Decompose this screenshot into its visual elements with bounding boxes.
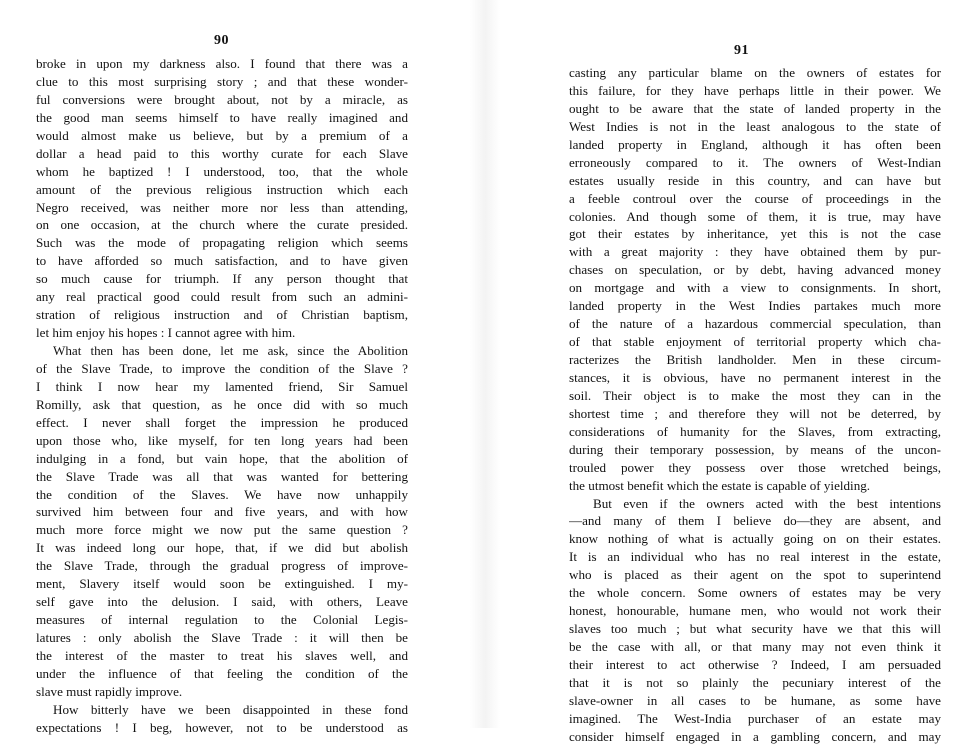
text-line: clue to this most surprising story ; and that these wonder- [36,73,408,89]
text-line: the utmost benefit which the estate is capable of yielding. [569,477,871,493]
text-line: with a great majority : they have obtained them by pur- [569,244,941,260]
text-line: measures of internal regulation to the Colonial Legis- [36,612,408,628]
text-line: stration of religious instruction and of Christian baptism, [36,307,408,323]
text-line: stances, it is obvious, have no permanent interest in the [569,369,941,385]
text-line: of that stable enjoyment of territorial property which cha- [569,334,941,350]
text-line: colonies. And though some of them, it is true, may have [569,208,941,224]
text-line: slaves too much ; but what security have we that this will [569,621,941,637]
text-line: self gave into the delusion. I said, with others, Leave [36,594,408,610]
text-line: West Indies is not in the least analogous to the state of [569,118,941,134]
text-line: It is an individual who has no real interest in the estate, [569,549,941,565]
text-line: considerations of humanity for the Slaves, from extracting, [569,423,941,439]
text-line: upon those who, like myself, for ten long years had been [36,432,408,448]
text-line: landed property in England, although it has often been [569,136,941,152]
text-line: the interest of the master to treat his slaves well, and [36,647,408,663]
text-line: of the nature of a hazardous commercial speculation, than [569,316,941,332]
right-page [500,0,980,744]
text-line: effect. I never shall forget the impression he produced [36,414,408,430]
text-line: ful conversions were brought about, not by a miracle, as [36,91,408,107]
page-number: 90 [214,33,229,48]
text-line: slave must rapidly improve. [36,683,183,699]
text-line: imagined. The West-India purchaser of an estate may [569,710,941,726]
text-line: soil. Their object is to make the most they can in the [569,387,941,403]
text-line: But even if the owners acted with the best intentions [593,495,941,511]
text-line: Romilly, ask that question, as he once did with so much [36,396,408,412]
text-line: —and many of them I believe do—they are absent, and [569,513,941,529]
text-line: a feeble controul over the course of proceedings in the [569,190,941,206]
text-line: know nothing of what is actually going on on their estates. [569,531,941,547]
text-line: would almost make us believe, but by a premium of a [36,127,408,143]
text-line: shortest time ; and therefore they will not be deterred, by [569,405,941,421]
page-number: 91 [734,43,749,58]
text-line: landed property in the West Indies partakes much more [569,298,941,314]
text-line: expectations ! I beg, however, not to be understood as [36,719,408,735]
text-line: the Slave Trade, through the gradual progress of improve- [36,558,408,574]
text-line: the whole concern. Some owners of estates may be very [569,585,941,601]
text-line: be the case with all, or that many may not even think it [569,639,941,654]
text-line: consider himself engaged in a gambling concern, and may [569,728,941,744]
text-line: What then has been done, let me ask, since the Abolition [53,343,408,358]
text-line: much more force might we now put the same question ? [36,522,408,538]
text-line: their interest to act otherwise ? Indeed, I am persuaded [569,656,941,672]
text-line: on mortgage and with a view to consignments. In short, [569,280,941,296]
text-line: on one occasion, at the church where the curate presided. [36,217,408,233]
text-line: who is placed as their agent on the spot to superintend [569,567,941,583]
text-line: survived him between four and five years, and with how [36,504,408,520]
page-body [569,64,941,746]
text-line: to have afforded so much satisfaction, and to have given [36,253,408,269]
page-body [36,55,408,737]
text-line: during their temporary possession, by means of the uncon- [569,441,941,457]
text-line: ought to be aware that the state of landed property in the [569,100,941,116]
text-line: slave-owner in all cases to be humane, as some have [569,692,941,708]
text-line: latures : only abolish the Slave Trade : it will then be [36,630,408,645]
text-line: under the influence of that feeling the condition of the [36,665,408,681]
text-line: racterizes the British landholder. Men in these circum- [569,352,941,367]
text-line: indulging in a fond, but vain hope, that the abolition of [36,450,408,466]
text-line: the good man seems himself to have really imagined and [36,109,408,125]
text-line: estates usually reside in this country, and can have but [569,172,941,188]
text-line: this failure, for they have perhaps little in their power. We [569,82,941,98]
text-line: so much cause for triumph. If any person thought that [36,271,408,287]
text-line: It was indeed long our hope, that, if we did but abolish [36,540,408,556]
text-line: the condition of the Slaves. We have now unhappily [36,486,408,502]
text-line: chases on speculation, or by debt, having advanced money [569,262,941,278]
text-line: I think I now hear my lamented friend, Sir Samuel [36,378,408,394]
text-line: amount of the previous religious instruction which each [36,181,408,197]
text-line: got their estates by inheritance, yet this is not the case [569,226,941,242]
text-line: that it is not so plainly the pecuniary interest of the [569,674,941,690]
text-line: any real practical good could result from such an admini- [36,289,408,305]
text-line: honest, honourable, humane men, who would not work their [569,603,941,619]
text-line: dollar a head paid to this worthy curate for each Slave [36,145,408,161]
text-line: let him enjoy his hopes : I cannot agree with him. [36,325,296,341]
text-line: Such was the mode of propagating religion which seems [36,235,408,251]
text-line: Negro received, was neither more nor less than attending, [36,199,408,215]
text-line: the Slave Trade was all that was wanted for bettering [36,468,408,484]
book-gutter [470,0,500,728]
text-line: ment, Slavery itself would soon be extinguished. I my- [36,576,408,592]
text-line: of the Slave Trade, to improve the condition of the Slave ? [36,360,408,376]
text-line: erroneously compared to it. The owners of West-Indian [569,154,941,170]
text-line: broke in upon my darkness also. I found that there was a [36,56,408,71]
text-line: trouled power they possess over those wretched beings, [569,459,941,475]
text-line: casting any particular blame on the owners of estates for [569,65,941,80]
left-page [0,0,470,735]
text-line: whom he baptized ! I understood, too, that the whole [36,163,408,179]
text-line: How bitterly have we been disappointed in these fond [53,701,408,717]
